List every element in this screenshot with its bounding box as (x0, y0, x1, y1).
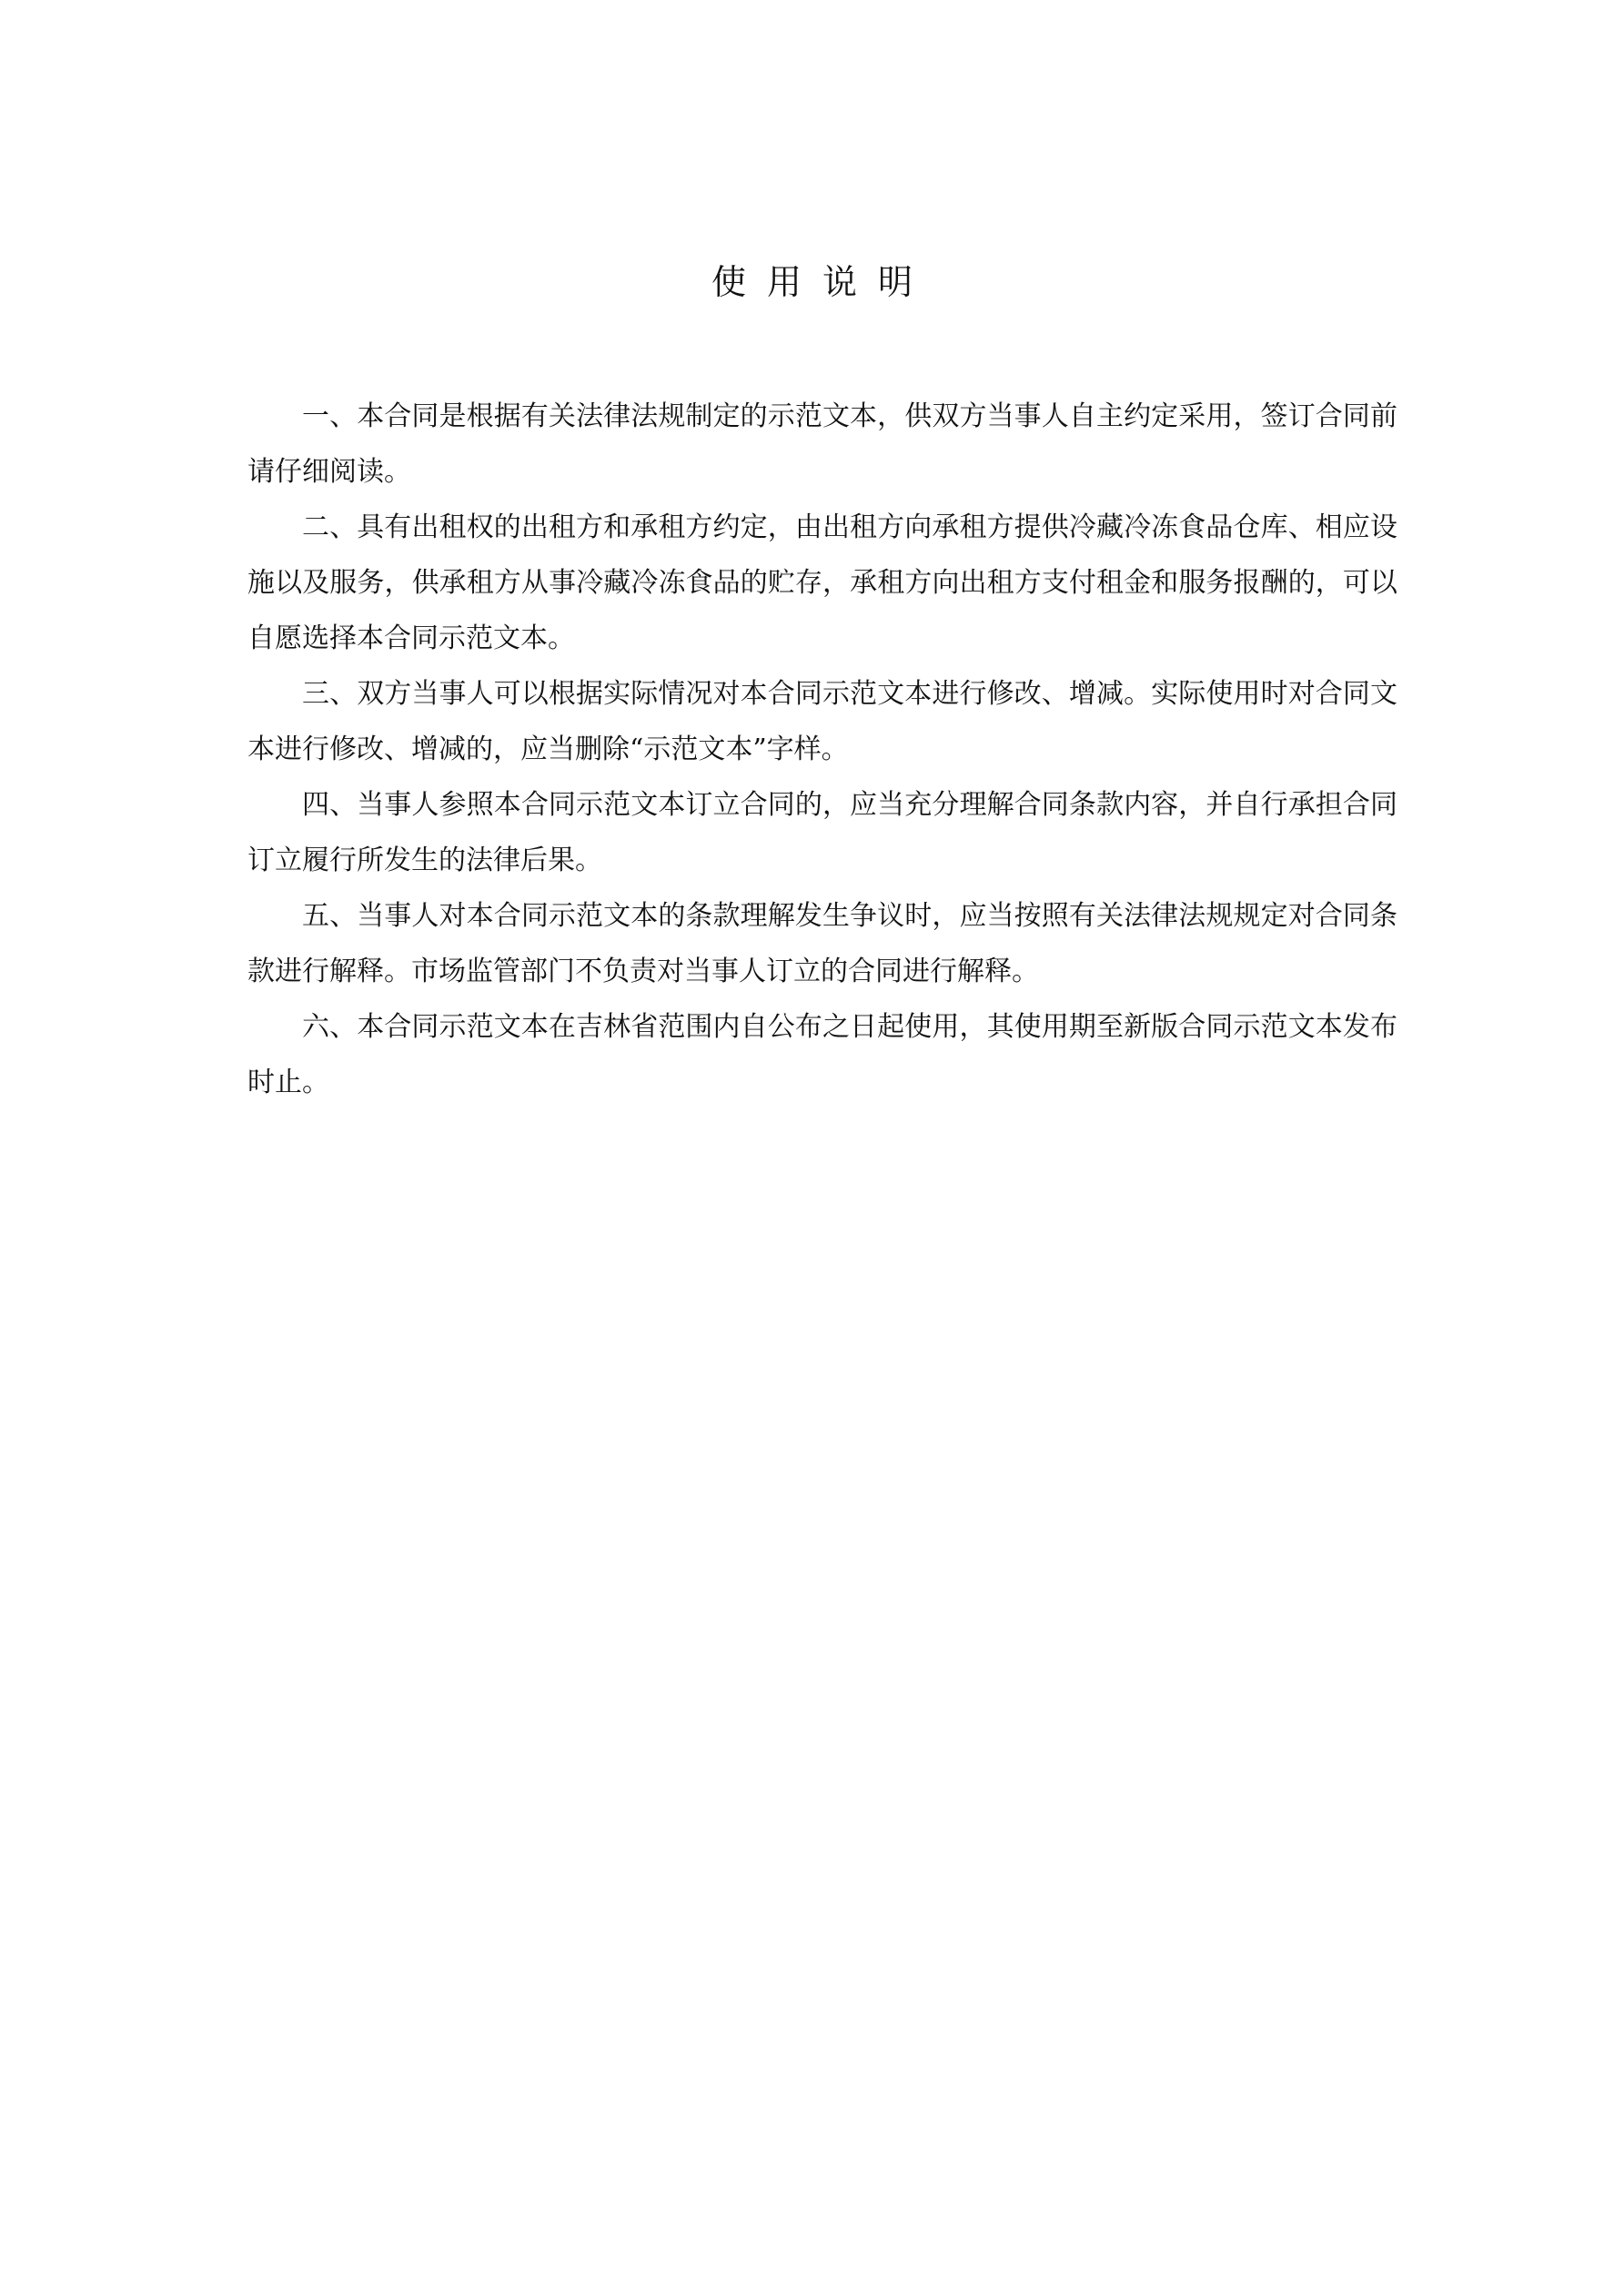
instruction-paragraph-5: 五、当事人对本合同示范文本的条款理解发生争议时，应当按照有关法律法规规定对合同条款进行解释。市场监管部门不负责对当事人订立的合同进行解释。 (247, 900, 1397, 987)
instruction-paragraph-3: 三、双方当事人可以根据实际情况对本合同示范文本进行修改、增减。实际使用时对合同文本进行修改、增减的，应当删除“示范文本”字样。 (247, 678, 1397, 765)
instruction-paragraph-6: 六、本合同示范文本在吉林省范围内自公布之日起使用，其使用期至新版合同示范文本发布时止。 (247, 1011, 1397, 1098)
page-title: 使用说明 (711, 262, 933, 302)
instruction-paragraph-1: 一、本合同是根据有关法律法规制定的示范文本，供双方当事人自主约定采用，签订合同前请仔细阅读。 (247, 400, 1397, 488)
instruction-paragraph-2: 二、具有出租权的出租方和承租方约定，由出租方向承租方提供冷藏冷冻食品仓库、相应设施以及服务，供承租方从事冷藏冷冻食品的贮存，承租方向出租方支付租金和服务报酬的，可以自愿选择本合同示范文本。 (247, 511, 1397, 654)
instructions-body (247, 389, 1397, 1110)
instruction-paragraph-4: 四、当事人参照本合同示范文本订立合同的，应当充分理解合同条款内容，并自行承担合同订立履行所发生的法律后果。 (247, 789, 1397, 876)
